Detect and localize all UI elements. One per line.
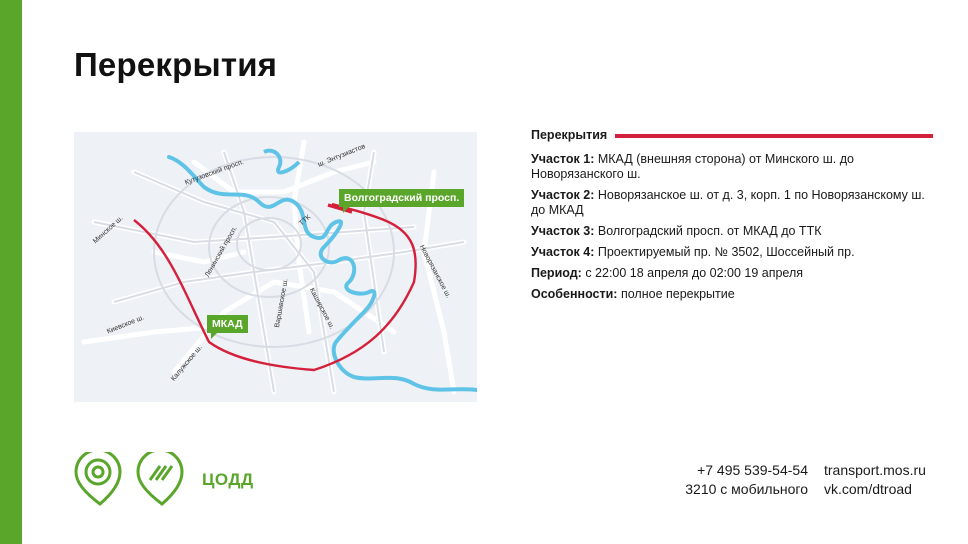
phone-contacts (668, 461, 808, 499)
road-label-minskoe: Минское ш. (92, 214, 125, 246)
mobile-short-number: 3210 с мобильного (685, 481, 808, 497)
closure-map (74, 132, 477, 402)
info-row-label: Особенности: (531, 287, 618, 301)
info-row-text: с 22:00 18 апреля до 02:00 19 апреля (585, 266, 804, 280)
info-row-text: полное перекрытие (620, 287, 735, 301)
site-link[interactable]: transport.mos.ru (824, 462, 926, 478)
info-row-label: Участок 1: (531, 152, 595, 166)
info-row-section-4 (531, 245, 933, 260)
phone-number: +7 495 539-54-54 (697, 462, 808, 478)
info-row-label: Участок 4: (531, 245, 595, 259)
mkad-tag: МКАД (207, 315, 248, 333)
web-contacts (824, 461, 926, 499)
page-title: Перекрытия (74, 46, 278, 83)
road-label-kashirskoe: Каширское ш. (307, 287, 336, 331)
vk-link[interactable]: vk.com/dtroad (824, 481, 912, 497)
road-label-kievskoe: Киевское ш. (106, 314, 146, 336)
info-heading-label: Перекрытия (531, 128, 608, 142)
info-row-text: Проектируемый пр. № 3502, Шоссейный пр. (597, 245, 855, 259)
road-label-kutuzovsky: Кутузовский просп. (184, 158, 245, 187)
road-label-kaluzhskoe: Калужское ш. (170, 344, 204, 383)
volgogradsky-tag: Волгоградский просп. (339, 189, 464, 207)
road-label-ttk: ТТК (298, 213, 313, 228)
left-accent-bar (0, 0, 22, 544)
info-row-text: Волгоградский просп. от МКАД до ТТК (597, 224, 822, 238)
info-row-period (531, 266, 933, 281)
road-label-leninsky: Ленинский просп. (204, 225, 239, 279)
info-row-label: Период: (531, 266, 582, 280)
info-row-text: МКАД (внешняя сторона) от Минского ш. до Новорязанского ш. (531, 152, 854, 181)
info-row-section-3 (531, 224, 933, 239)
map-drawing (74, 132, 477, 402)
road-label-varshavskoe: Варшавское ш. (274, 278, 290, 329)
logo-text: ЦОДД (202, 470, 254, 489)
info-row-section-1 (531, 152, 933, 182)
red-divider (615, 134, 933, 138)
info-row-text: Новорязанское ш. от д. 3, корп. 1 по Новорязанскому ш. до МКАД (531, 188, 925, 217)
info-row-features (531, 287, 933, 302)
info-row-label: Участок 3: (531, 224, 595, 238)
road-label-novoryazanskoe: Новорязанское ш. (417, 244, 452, 300)
info-row-label: Участок 2: (531, 188, 595, 202)
info-heading (531, 128, 933, 143)
closure-info (531, 128, 933, 308)
info-row-section-2 (531, 188, 933, 218)
road-label-entuziastov: ш. Энтузиастов (317, 143, 367, 169)
